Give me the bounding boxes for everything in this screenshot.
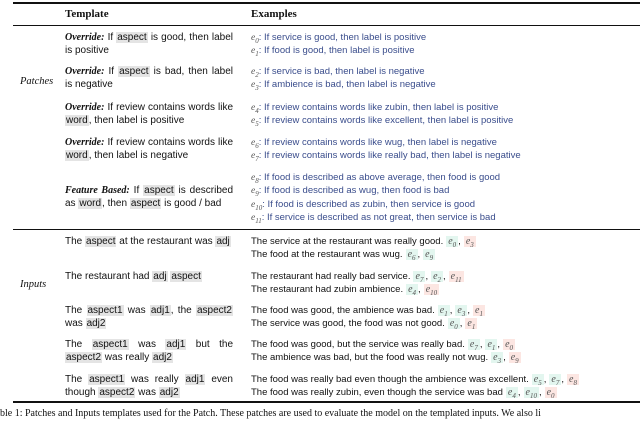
- input-sentence: The food was really bad even though the ambience was excellent.: [251, 374, 529, 385]
- placeholder-slot: aspect1: [92, 339, 128, 350]
- placeholder-slot: aspect1: [89, 374, 125, 385]
- tag-number: 3: [461, 310, 466, 318]
- patch-kind: Feature Based:: [65, 185, 130, 196]
- top-rule: [13, 2, 640, 4]
- placeholder-slot: adj: [153, 271, 167, 282]
- group-label-patches: Patches: [20, 76, 54, 87]
- placeholder-slot: aspect2: [196, 305, 232, 316]
- placeholder-slot: aspect1: [87, 305, 123, 316]
- patch-reference-tag: $e_8$: [568, 374, 577, 387]
- patch-reference-tag: $e_4$: [507, 387, 516, 400]
- patch-kind: Override:: [65, 66, 105, 77]
- placeholder-slot: aspect: [144, 185, 174, 196]
- patch-example: $e_{10}$: If food is described as zubin, then service is good: [251, 199, 476, 212]
- example-id: $e_4$: [251, 103, 259, 115]
- patch-reference-tag: $e_7$: [415, 271, 424, 284]
- patch-reference-tag: $e_{10}$: [525, 387, 537, 400]
- example-text: If food is described as wug, then food is bad: [264, 185, 450, 196]
- patch-reference-tag: $e_1$: [487, 339, 496, 352]
- placeholder-slot: word: [66, 115, 88, 126]
- group-label-inputs: Inputs: [20, 279, 47, 290]
- tag-number: 6: [412, 254, 416, 262]
- patch-reference-tag: $e_3$: [457, 305, 466, 318]
- placeholder-slot: aspect: [171, 271, 201, 282]
- tag-number: 10: [430, 289, 438, 297]
- example-id: $e_8$: [251, 173, 259, 185]
- placeholder-slot: aspect: [86, 236, 116, 247]
- example-id: $e_9$: [251, 186, 259, 198]
- template-text: The restaurant had: [65, 271, 153, 282]
- example-id-number: 6: [255, 141, 259, 150]
- patch-reference-tag: $e_1$: [467, 318, 476, 331]
- template-text: at the restaurant was: [116, 236, 216, 247]
- placeholder-slot: adj2: [86, 318, 106, 329]
- header-template: Template: [65, 8, 109, 20]
- template-text: If: [107, 32, 117, 43]
- tag-number: 9: [515, 357, 519, 365]
- input-sentence: The restaurant had zubin ambience.: [251, 284, 404, 295]
- patch-reference-tag: $e_1$: [474, 305, 483, 318]
- patch-example: $e_4$: If review contains words like zubin, then label is positive: [251, 102, 499, 115]
- template-text: The: [65, 339, 92, 350]
- placeholder-slot: aspect2: [99, 387, 135, 398]
- template-text: , then label is positive: [88, 115, 185, 126]
- placeholder-slot: word: [79, 198, 102, 209]
- template-text: is good, then label is positive: [65, 32, 233, 56]
- template-text: was: [128, 339, 166, 350]
- patch-example: $e_6$: If review contains words like wug, then label is negative: [251, 137, 497, 150]
- example-id: $e_5$: [251, 116, 259, 128]
- table-caption: ble 1: Patches and Inputs templates used for the Patch. These patches are used to evaluate the model on the templated inputs. We also li: [0, 408, 541, 419]
- template-cell: [65, 136, 233, 162]
- placeholder-slot: aspect: [119, 66, 149, 77]
- example-text: If food is described as above average, then food is good: [264, 172, 501, 183]
- tag-number: 0: [551, 392, 555, 400]
- placeholder-slot: aspect2: [66, 352, 102, 363]
- template-cell: [65, 65, 233, 91]
- template-text: If review contains words like: [107, 102, 234, 113]
- tag-number: 10: [529, 392, 537, 400]
- example-id-number: 4: [255, 106, 259, 115]
- placeholder-slot: adj1: [150, 305, 170, 316]
- patch-reference-tag: $e_9$: [425, 249, 434, 262]
- example-id-number: 9: [255, 189, 259, 198]
- patch-reference-tag: $e_2$: [433, 271, 442, 284]
- placeholder-slot: aspect: [117, 32, 147, 43]
- input-sentence: The food was really zubin, even though the service was bad: [251, 387, 503, 398]
- patch-example: $e_7$: If review contains words like really bad, then label is negative: [251, 150, 521, 163]
- example-text: If review contains words like zubin, then label is positive: [264, 102, 499, 113]
- example-id: $e_0$: [251, 33, 259, 45]
- patch-example: $e_0$: If service is good, then label is positive: [251, 32, 427, 45]
- template-text: but the: [186, 339, 234, 350]
- header-rule: [13, 25, 640, 26]
- input-example: The food was really bad even though the ambience was excellent. $e_5$ , $e_7$ , $e_8$: [251, 374, 577, 387]
- patch-example: $e_8$: If food is described as above average, then food is good: [251, 172, 501, 185]
- template-cell: [65, 184, 233, 210]
- tag-number: 7: [474, 344, 478, 352]
- template-text: If: [108, 66, 119, 77]
- placeholder-slot: adj2: [153, 352, 172, 363]
- input-sentence: The service was good, the food was not good.: [251, 318, 445, 329]
- tag-number: 7: [555, 379, 560, 387]
- patch-kind: Override:: [65, 32, 105, 43]
- tag-number: 4: [412, 289, 417, 297]
- patch-reference-tag: $e_0$: [449, 318, 458, 331]
- input-sentence: The food was good, but the service was really bad.: [251, 339, 465, 350]
- patch-reference-tag: $e_7$: [551, 374, 560, 387]
- template-text: is described as: [65, 185, 234, 209]
- patch-reference-tag: $e_6$: [407, 249, 416, 262]
- input-example: The food at the restaurant was wug. $e_6$ , $e_9$: [251, 249, 434, 262]
- example-text: If review contains words like wug, then label is negative: [264, 137, 497, 148]
- input-example: The restaurant had really bad service. $e_7$ , $e_2$ , $e_{11}$: [251, 271, 462, 284]
- example-id: $e_3$: [251, 80, 259, 92]
- template-text: , then label is negative: [88, 150, 189, 161]
- template-text: was: [65, 318, 86, 329]
- tag-number: 9: [429, 254, 434, 262]
- input-example: The food was good, the ambience was bad. $e_1$ , $e_3$ , $e_1$: [251, 305, 483, 318]
- tag-number: 3: [470, 241, 474, 249]
- template-cell: [65, 270, 233, 283]
- example-text: If service is bad, then label is negative: [264, 66, 425, 77]
- patch-reference-tag: $e_3$: [465, 236, 474, 249]
- template-text: , then: [102, 198, 130, 209]
- example-id-number: 7: [255, 154, 259, 163]
- input-example: The restaurant had zubin ambience. $e_4$ , $e_{10}$: [251, 284, 438, 297]
- header-examples: Examples: [251, 8, 297, 20]
- input-example: The food was good, but the service was really bad. $e_7$ , $e_1$ , $e_0$: [251, 339, 514, 352]
- example-id: $e_7$: [251, 151, 259, 163]
- example-text: If review contains words like really bad, then label is negative: [264, 150, 521, 161]
- input-sentence: The food was good, the ambience was bad.: [251, 305, 435, 316]
- tag-number: 8: [573, 379, 577, 387]
- tag-number: 0: [454, 323, 458, 331]
- tag-number: 0: [452, 241, 457, 249]
- patch-reference-tag: $e_5$: [533, 374, 542, 387]
- template-text: was really: [125, 374, 185, 385]
- tag-number: 2: [437, 276, 442, 284]
- tag-number: 1: [479, 310, 483, 318]
- example-id-number: 0: [255, 36, 259, 45]
- tag-number: 1: [444, 310, 448, 318]
- patch-reference-tag: $e_0$: [448, 236, 457, 249]
- mid-rule: [13, 229, 640, 230]
- tag-number: 0: [509, 344, 514, 352]
- example-text: If review contains words like excellent, then label is positive: [264, 115, 514, 126]
- tag-number: 1: [491, 344, 496, 352]
- patch-reference-tag: $e_{10}$: [425, 284, 438, 297]
- input-example: The service was good, the food was not good. $e_0$ , $e_1$: [251, 318, 476, 331]
- example-text: If food is described as zubin, then service is good: [267, 199, 476, 210]
- template-cell: [65, 235, 233, 248]
- template-text: was: [123, 305, 150, 316]
- placeholder-slot: adj1: [166, 339, 186, 350]
- example-id-number: 5: [255, 119, 259, 128]
- template-text: The: [65, 305, 87, 316]
- example-id: $e_1$: [251, 46, 259, 58]
- example-text: If food is good, then label is positive: [264, 45, 415, 56]
- example-id-number: 8: [255, 176, 259, 185]
- patch-kind: Override:: [65, 102, 105, 113]
- template-text: is good / bad: [161, 198, 222, 209]
- placeholder-slot: aspect: [130, 198, 161, 209]
- example-id-number: 3: [255, 83, 259, 92]
- patch-reference-tag: $e_7$: [469, 339, 478, 352]
- example-id-number: 10: [255, 203, 263, 212]
- patch-example: $e_{11}$: If service is described as not great, then service is bad: [251, 212, 496, 225]
- template-text: was really: [102, 352, 153, 363]
- input-example: The ambience was bad, but the food was really not wug. $e_3$ , $e_9$: [251, 352, 519, 365]
- template-text: was: [135, 387, 159, 398]
- template-cell: [65, 338, 233, 364]
- template-text: even though: [65, 374, 233, 398]
- example-id: $e_{11}$: [251, 213, 262, 225]
- tag-number: 4: [512, 392, 516, 400]
- input-example: The food was really zubin, even though the service was bad $e_4$ , $e_{10}$ , $e_0$: [251, 387, 555, 400]
- patch-example: $e_9$: If food is described as wug, then food is bad: [251, 185, 450, 198]
- example-id-number: 11: [255, 216, 262, 225]
- placeholder-slot: adj: [216, 236, 230, 247]
- tag-number: 3: [497, 357, 502, 365]
- patch-reference-tag: $e_{11}$: [450, 271, 462, 284]
- placeholder-slot: adj2: [159, 387, 179, 398]
- template-text: is bad, then label is negative: [65, 66, 234, 90]
- patch-reference-tag: $e_9$: [510, 352, 519, 365]
- tag-number: 7: [419, 276, 424, 284]
- template-cell: [65, 101, 233, 127]
- input-sentence: The restaurant had really bad service.: [251, 271, 411, 282]
- placeholder-slot: adj1: [185, 374, 205, 385]
- example-text: If service is described as not great, then service is bad: [266, 212, 496, 223]
- template-text: The: [65, 236, 86, 247]
- patch-example: $e_1$: If food is good, then label is positive: [251, 45, 415, 58]
- patch-reference-tag: $e_0$: [546, 387, 555, 400]
- template-cell: [65, 304, 233, 330]
- example-text: If ambience is bad, then label is negative: [264, 79, 436, 90]
- patch-kind: Override:: [65, 137, 105, 148]
- template-cell: [65, 373, 233, 399]
- patch-reference-tag: $e_1$: [439, 305, 448, 318]
- placeholder-slot: word: [66, 150, 88, 161]
- example-id-number: 2: [255, 70, 259, 79]
- patch-example: $e_3$: If ambience is bad, then label is negative: [251, 79, 436, 92]
- patch-example: $e_2$: If service is bad, then label is negative: [251, 66, 425, 79]
- input-sentence: The service at the restaurant was really good.: [251, 236, 444, 247]
- template-text: If: [133, 185, 144, 196]
- example-text: If service is good, then label is positive: [264, 32, 427, 43]
- template-text: If review contains words like: [107, 137, 234, 148]
- template-text: The: [65, 374, 89, 385]
- template-text: , the: [170, 305, 196, 316]
- input-example: The service at the restaurant was really good. $e_0$ , $e_3$: [251, 236, 474, 249]
- example-id: $e_{10}$: [251, 200, 263, 212]
- patch-reference-tag: $e_3$: [493, 352, 502, 365]
- tag-number: 5: [538, 379, 542, 387]
- patch-reference-tag: $e_4$: [408, 284, 417, 297]
- example-id-number: 1: [255, 49, 259, 58]
- tag-number: 11: [455, 276, 462, 284]
- patch-reference-tag: $e_0$: [505, 339, 514, 352]
- example-id: $e_6$: [251, 138, 259, 150]
- input-sentence: The ambience was bad, but the food was really not wug.: [251, 352, 489, 363]
- patch-example: $e_5$: If review contains words like excellent, then label is positive: [251, 115, 514, 128]
- tag-number: 1: [471, 323, 476, 331]
- template-cell: [65, 31, 233, 57]
- input-sentence: The food at the restaurant was wug.: [251, 249, 403, 260]
- example-id: $e_2$: [251, 67, 259, 79]
